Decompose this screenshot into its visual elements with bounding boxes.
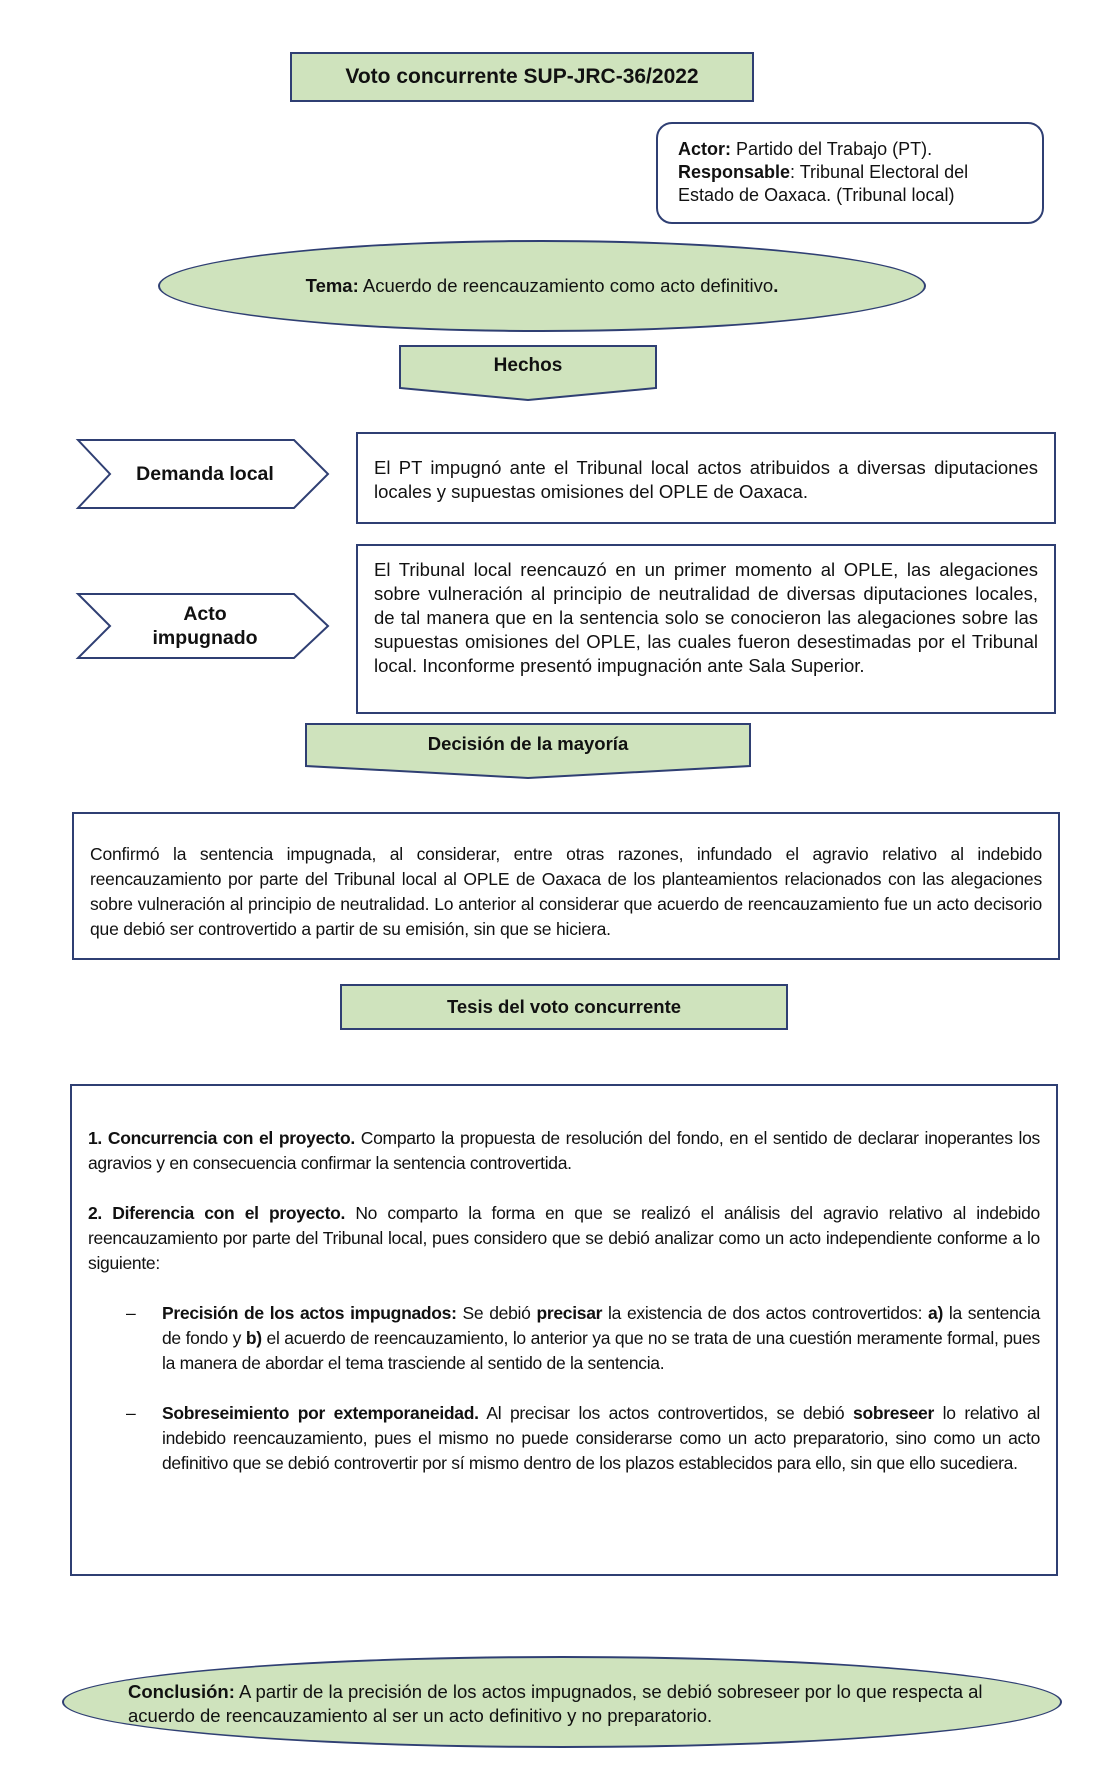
tema-label: Tema:: [305, 275, 359, 296]
document-title: [290, 52, 754, 102]
tema-ellipse: [158, 240, 926, 332]
tesis-point-1-text: Comparto la propuesta de resolución del fondo, en el sentido de declarar inoperantes los agravios y en consecuencia confirmar la sentencia controvertida.: [88, 1128, 1041, 1173]
tesis-bullet-1-emph: precisar: [536, 1303, 603, 1323]
tesis-point-1-title: 1. Concurrencia con el proyecto.: [88, 1128, 355, 1148]
tesis-point-2-text: No comparto la forma en que se realizó el análisis del agravio relativo al indebido reencauzamiento por parte del Tribunal local, pues considero que se debió analizar como un acto independiente conforme a lo siguiente:: [88, 1203, 1040, 1273]
tesis-banner: [340, 984, 788, 1030]
tesis-bullet-2-text-a: Al precisar los actos controvertidos, se debió: [478, 1403, 854, 1423]
tesis-bullet-1-text-d: el acuerdo de reencauzamiento, lo anterior ya que no se trata de una cuestión meramente formal, pues la manera de abordar el tema trasciende al sentido de la sentencia.: [162, 1328, 1041, 1373]
acto-impugnado-label-line1: Acto: [183, 603, 227, 625]
conclusion-ellipse: [62, 1656, 1062, 1748]
responsable-label: Responsable: [678, 162, 791, 182]
tesis-bullet-1-item-a: a): [928, 1303, 943, 1323]
tesis-bullet-1: [88, 1301, 1040, 1376]
tesis-bullet-2-title: Sobreseimiento por extemporaneidad.: [162, 1403, 479, 1423]
document-title-text: Voto concurrente SUP-JRC-36/2022: [345, 65, 699, 88]
conclusion-label: Conclusión:: [128, 1681, 235, 1702]
tesis-bullet-1-item-b: b): [245, 1328, 262, 1348]
tesis-body: [70, 1084, 1058, 1576]
bullet-dash: –: [126, 1403, 136, 1423]
acto-impugnado-text: El Tribunal local reencauzó en un primer momento al OPLE, las alegaciones sobre vulneración al principio de neutralidad de diversas diputaciones locales, de tal manera que en la sentencia solo se conocieron las alegaciones sobre las supuestas omisiones del OPLE, las cuales fueron desestimadas por el Tribunal local. Inconforme presentó impugnación ante Sala Superior.: [356, 544, 1056, 714]
tesis-point-1: [88, 1126, 1040, 1176]
tesis-bullet-1-text-c: la sentencia de fondo y: [162, 1303, 1041, 1348]
acto-impugnado-label: [100, 592, 310, 660]
decision-text: Confirmó la sentencia impugnada, al considerar, entre otras razones, infundado el agravio relativo al indebido reencauzamiento por parte del Tribunal local al OPLE de Oaxaca de los planteamientos relacionados con las alegaciones sobre vulneración al principio de neutralidad. Lo anterior al considerar que acuerdo de reencauzamiento fue un acto decisorio que debió ser controvertido a partir de su emisión, sin que se hiciera.: [72, 812, 1060, 960]
tesis-bullet-1-text-a: Se debió: [456, 1303, 537, 1323]
tesis-bullet-1-title: Precisión de los actos impugnados:: [162, 1303, 457, 1323]
tema-end: .: [773, 275, 779, 296]
actor-label: Actor:: [678, 139, 731, 159]
tesis-bullet-2-emph: sobreseer: [853, 1403, 934, 1423]
actor-value: Partido del Trabajo (PT).: [731, 139, 933, 159]
tema-text: [306, 275, 779, 297]
tema-value: Acuerdo de reencauzamiento como acto definitivo: [358, 275, 774, 296]
hechos-header: Hechos: [493, 355, 563, 376]
responsable-value: : Tribunal Electoral del Estado de Oaxaca. (Tribunal local): [678, 162, 969, 205]
conclusion-text: A partir de la precisión de los actos impugnados, se debió sobreseer por lo que respecta al acuerdo de reencauzamiento al ser un acto definitivo y no preparatorio.: [128, 1681, 983, 1726]
tesis-point-2: [88, 1201, 1040, 1276]
demanda-local-label: Demanda local: [136, 463, 274, 485]
tesis-bullet-2: [88, 1401, 1040, 1476]
decision-header: Decisión de la mayoría: [427, 733, 629, 754]
tesis-bullet-1-text-b: la existencia de dos actos controvertidos:: [602, 1303, 929, 1323]
acto-impugnado-label-line2: impugnado: [152, 627, 258, 649]
parties-box: [656, 122, 1044, 224]
tesis-bullet-2-text-b: lo relativo al indebido reencauzamiento, pues el mismo no puede considerarse como un acto preparatorio, sino como un acto definitivo que se debió controvertir por sí mismo dentro de los plazos establecidos para ello, sin que ello sucediera.: [162, 1403, 1041, 1473]
tesis-point-2-title: 2. Diferencia con el proyecto.: [88, 1203, 346, 1223]
tesis-header: Tesis del voto concurrente: [446, 996, 682, 1017]
bullet-dash: –: [126, 1303, 136, 1323]
demanda-local-text: El PT impugnó ante el Tribunal local actos atribuidos a diversas diputaciones locales y supuestas omisiones del OPLE de Oaxaca.: [356, 432, 1056, 524]
